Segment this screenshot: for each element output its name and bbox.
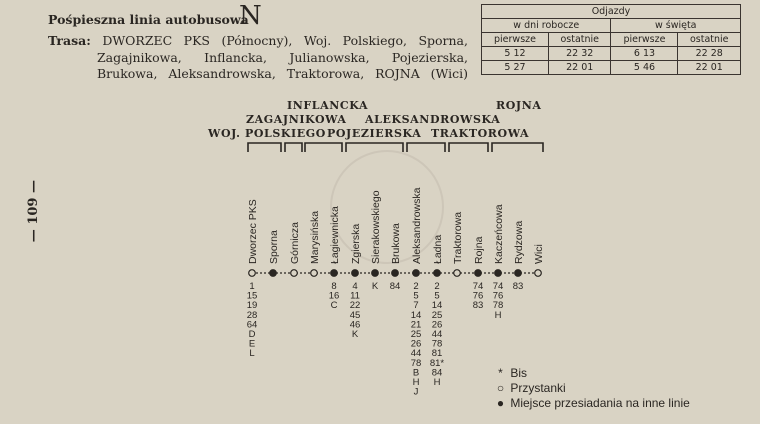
street-bracket (449, 143, 488, 152)
transfer-line-label: 81* (429, 357, 445, 369)
transfer-line-label: 76 (492, 290, 504, 302)
route-line-2: Zagajnikowa, Inflancka, Julianowska, Pojezierska, (97, 49, 468, 65)
stop-name: Traktorowa (452, 211, 464, 264)
transfer-line-label: H (433, 377, 441, 388)
street-label-traktorowa: TRAKTOROWA (431, 127, 530, 140)
transfer-line-label: 14 (410, 309, 422, 321)
departures-title: Odjazdy (482, 5, 741, 19)
transfer-stop-marker (352, 270, 359, 277)
time-cell: 6 13 (611, 47, 678, 61)
time-cell: 22 01 (549, 61, 611, 75)
transfer-line-label: 28 (246, 309, 258, 321)
transfer-line-label: 84 (431, 367, 443, 379)
transfer-stop-marker (434, 270, 441, 277)
street-label-zagajnikowa: ZAGAJNIKOWA (246, 113, 347, 126)
legend-bis (494, 366, 527, 380)
col-last: ostatnie (678, 33, 741, 47)
stop-name: Sierakowskiego (370, 190, 382, 264)
transfer-line-label: 5 (413, 290, 419, 302)
street-bracket (248, 143, 281, 152)
street-label-rojna: ROJNA (496, 99, 542, 112)
transfer-stop-marker (413, 270, 420, 277)
stop-marker (311, 270, 318, 277)
transfer-line-label: 44 (431, 329, 443, 340)
transfer-line-label: 8 (331, 281, 337, 292)
transfer-line-label: H (412, 377, 420, 388)
street-bracket (285, 143, 302, 152)
legend-label: Bis (510, 366, 528, 380)
route-line-1: DWORZEC PKS (Północny), Woj. Polskiego, Sporna, (102, 33, 468, 48)
stop-name: Marysińska (309, 210, 321, 264)
transfer-line-label: 83 (512, 281, 524, 292)
time-cell: 5 27 (482, 61, 549, 75)
transfer-line-label: 84 (389, 281, 401, 292)
filled-circle-icon: ● (496, 396, 505, 410)
transfer-line-label: 74 (492, 281, 504, 292)
street-label-inflancka: INFLANCKA (287, 99, 369, 112)
transfer-line-label: E (248, 338, 256, 350)
transfer-line-label: 22 (349, 300, 361, 312)
transfer-line-label: 78 (431, 338, 443, 350)
transfer-line-label: 26 (431, 319, 443, 331)
street-label-aleksandrowska: ALEKSANDROWSKA (365, 113, 501, 126)
stop-marker (291, 270, 298, 277)
transfer-line-label: B (412, 367, 420, 379)
legend-label: Przystanki (510, 381, 566, 395)
route-line-3: Brukowa, Aleksandrowska, Traktorowa, ROJNA (Wici) (97, 66, 468, 81)
stop-marker (249, 270, 256, 277)
transfer-line-label: 78 (492, 300, 504, 312)
time-cell: 5 12 (482, 47, 549, 61)
time-cell: 22 01 (678, 61, 741, 75)
time-cell: 5 46 (611, 61, 678, 75)
transfer-line-label: C (330, 300, 338, 312)
stop-name: Zgierska (350, 223, 362, 264)
time-cell: 22 28 (678, 47, 741, 61)
transfer-line-label: 2 (434, 281, 440, 292)
col-first: pierwsze (611, 33, 678, 47)
transfer-line-label: D (248, 329, 256, 340)
transfer-line-label: 19 (246, 300, 258, 312)
transfer-line-label: J (413, 386, 419, 398)
transfer-stop-marker (331, 270, 338, 277)
transfer-line-label: 1 (249, 281, 255, 292)
stop-name: Łagiewnicka (329, 206, 341, 264)
transfer-line-label: K (371, 281, 379, 292)
transfer-line-label: H (494, 309, 502, 321)
time-cell: 22 32 (549, 47, 611, 61)
stop-name: Brukowa (390, 223, 402, 264)
col-first: pierwsze (482, 33, 549, 47)
transfer-line-label: 16 (328, 290, 340, 302)
stop-name: Rojna (473, 236, 485, 264)
transfer-stop-marker (475, 270, 482, 277)
transfer-line-label: 7 (413, 300, 419, 312)
stop-name: Aleksandrowska (411, 187, 423, 264)
transfer-line-label: 46 (349, 319, 361, 331)
transfer-line-label: K (351, 329, 359, 340)
page-number: — 109 — (26, 180, 41, 243)
transfer-line-label: 2 (413, 281, 419, 292)
legend-transfer (494, 396, 690, 410)
transfer-line-label: 76 (472, 290, 484, 302)
transfer-line-label: 4 (352, 281, 358, 292)
transfer-line-label: 26 (410, 338, 422, 350)
transfer-stop-marker (270, 270, 277, 277)
stop-name: Ładna (432, 234, 444, 264)
transfer-line-label: 25 (410, 329, 422, 340)
transfer-line-label: 25 (431, 309, 443, 321)
stop-name: Górnicza (289, 221, 301, 264)
legend-stop (494, 381, 566, 395)
transfer-line-label: 45 (349, 309, 361, 321)
stop-name: Dworzec PKS (247, 199, 259, 264)
transfer-line-label: 74 (472, 281, 484, 292)
transfer-line-label: 44 (410, 348, 422, 360)
stop-marker (454, 270, 461, 277)
stop-name: Rydzowa (513, 220, 525, 264)
street-label-pojezierska: POJEZIERSKA (327, 127, 422, 140)
group-weekdays: w dni robocze (482, 19, 611, 33)
street-bracket (346, 143, 403, 152)
transfer-stop-marker (372, 270, 379, 277)
transfer-stop-marker (495, 270, 502, 277)
street-bracket (492, 143, 543, 152)
transfer-line-label: 11 (350, 290, 360, 302)
stop-marker (535, 270, 542, 277)
line-title: Pośpieszna linia autobusowa (48, 12, 249, 27)
transfer-line-label: 15 (246, 290, 258, 302)
transfer-stop-marker (392, 270, 399, 277)
line-letter: N (239, 1, 262, 31)
transfer-line-label: L (249, 348, 255, 360)
route-label: Trasa: (48, 33, 91, 48)
stop-name: Kaczeńcowa (493, 204, 505, 264)
street-label-woj-polskiego: WOJ. POLSKIEGO (208, 127, 326, 140)
stop-name: Sporna (268, 230, 280, 264)
transfer-line-label: 78 (410, 357, 422, 369)
transfer-line-label: 21 (410, 319, 422, 331)
stop-name: Wici (533, 244, 545, 264)
transfer-line-label: 5 (434, 290, 440, 302)
transfer-line-label: 83 (472, 300, 484, 312)
street-bracket (407, 143, 445, 152)
transfer-stop-marker (515, 270, 522, 277)
transfer-line-label: 14 (431, 300, 443, 312)
transfer-line-label: 64 (246, 319, 258, 331)
transfer-line-label: 81 (431, 348, 443, 360)
col-last: ostatnie (549, 33, 611, 47)
open-circle-icon: ○ (496, 381, 505, 395)
street-bracket (305, 143, 342, 152)
group-holidays: w święta (611, 19, 741, 33)
legend-label: Miejsce przesiadania na inne linie (510, 396, 690, 410)
asterisk-icon: * (498, 366, 503, 380)
